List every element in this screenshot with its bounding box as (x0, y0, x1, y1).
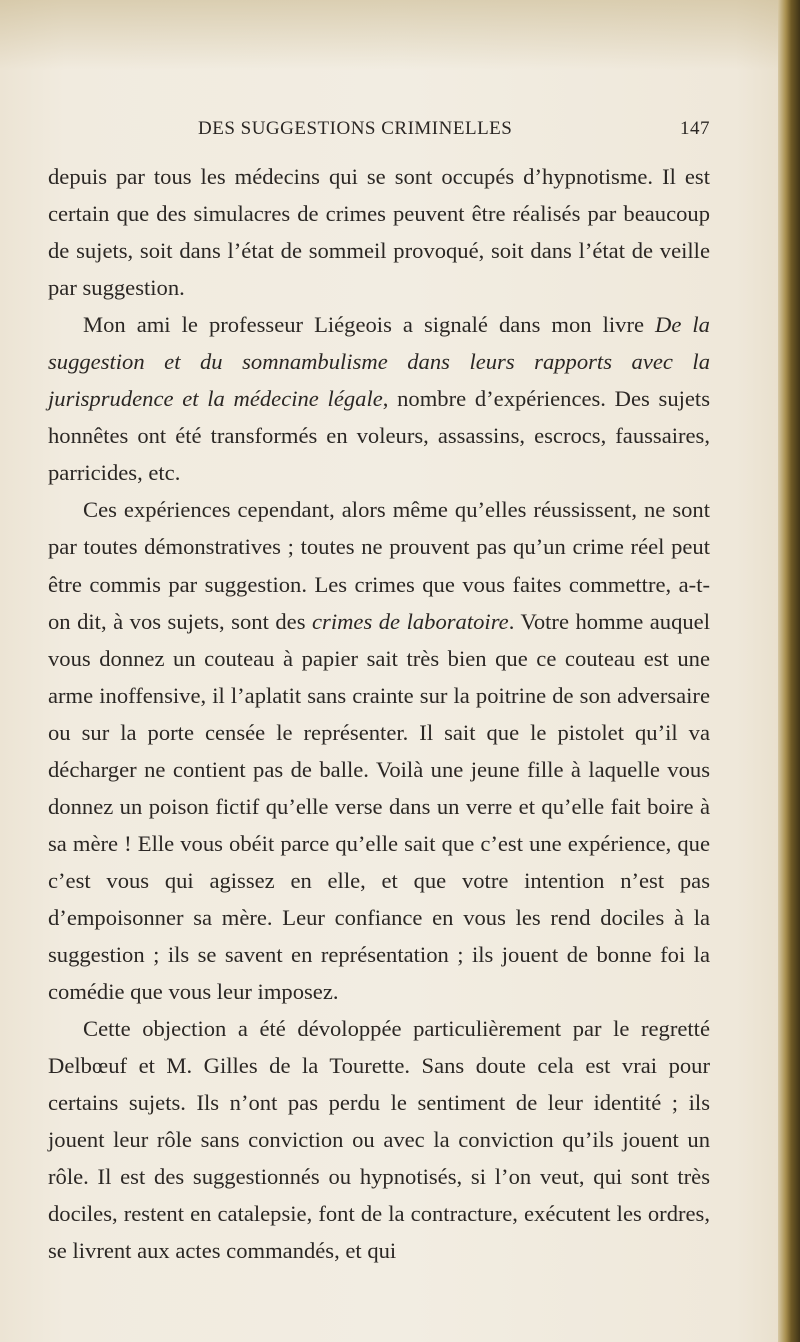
paragraph-3 (48, 491, 710, 1010)
paragraph-2-tail: , nombre d’expériences. Des sujets honnêtes ont été transformés en voleurs, assassins, escrocs, faussaires, parricides, etc. (48, 386, 710, 486)
paragraph-4: Cette objection a été dévoloppée particulièrement par le regretté Delbœuf et M. Gilles de la Tourette. Sans doute cela est vrai pour certains sujets. Ils n’ont pas perdu le sentiment de leur identité ; ils jouent leur rôle sans conviction ou avec la conviction qu’ils jouent un rôle. Il est des suggestionnés ou hypnotisés, si l’on veut, qui sont très dociles, restent en catalepsie, font de la contracture, exécutent les ordres, se livrent aux actes commandés, et qui (48, 1016, 710, 1264)
page-binding-edge (778, 0, 800, 1342)
page-number: 147 (680, 118, 710, 139)
page-top-shading (0, 0, 800, 70)
running-title: DES SUGGESTIONS CRIMINELLES (198, 118, 513, 139)
running-head (198, 118, 710, 148)
paragraph-2-lead: Mon ami le professeur Liégeois a signalé dans mon livre (83, 312, 656, 338)
emphasis-laboratory-crimes: crimes de laboratoire (312, 608, 509, 634)
paragraph-3-lead: Ces expériences cependant, alors même qu’elles réussissent, ne sont par toutes démonstratives ; toutes ne prouvent pas qu’un crime réel peut être commis par suggestion. Les crimes que vous faites commettre, a-t-on dit, à vos sujets, sont des (48, 497, 710, 634)
paragraph-1: depuis par tous les médecins qui se sont occupés d’hypnotisme. Il est certain que des simulacres de crimes peuvent être réalisés par beaucoup de sujets, soit dans l’état de sommeil provoqué, soit dans l’état de veille par suggestion. (48, 164, 710, 301)
book-title: De la suggestion et du somnambulisme dans leurs rapports avec la jurisprudence et la médecine légale (48, 312, 710, 412)
paragraph-2 (48, 306, 710, 491)
paragraph-3-tail: . Votre homme auquel vous donnez un couteau à papier sait très bien que ce couteau est une arme inoffensive, il l’aplatit sans crainte sur la poitrine de son adversaire ou sur la porte censée le représenter. Il sait que le pistolet qu’il va décharger ne contient pas de balle. Voilà une jeune fille à laquelle vous donnez un poison fictif qu’elle verse dans un verre et qu’elle fait boire à sa mère ! Elle vous obéit parce qu’elle sait que c’est une expérience, que c’est vous qui agissez en elle, et que votre intention n’est pas d’empoisonner sa mère. Leur confiance en vous les rend dociles à la suggestion ; ils se savent en représentation ; ils jouent de bonne foi la comédie que vous leur imposez. (48, 608, 710, 1005)
body-text (48, 158, 710, 1269)
